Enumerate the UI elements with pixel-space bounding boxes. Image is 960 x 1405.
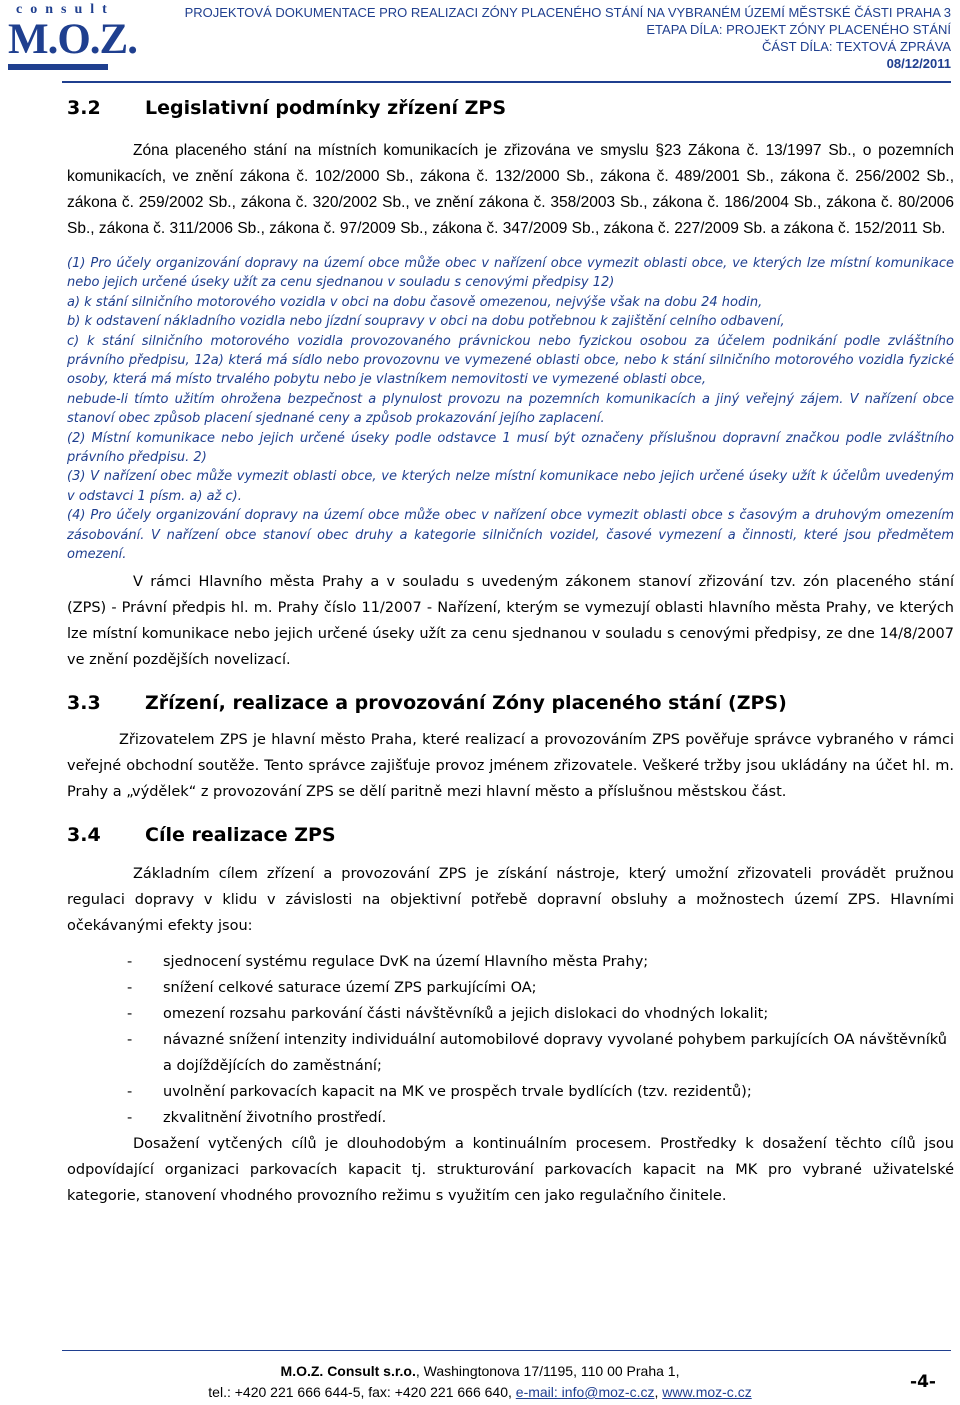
- footer-web-link[interactable]: www.moz-c.cz: [662, 1384, 752, 1400]
- page-header: [0, 0, 960, 86]
- quote-paragraph: b) k odstavení nákladního vozidla nebo jízdní soupravy v obci na dobu potřebnou k zajištění celního odbavení,: [67, 314, 785, 330]
- section-title: Cíle realizace ZPS: [145, 823, 336, 846]
- section-number: 3.4: [67, 823, 101, 846]
- logo-underline: [8, 64, 108, 70]
- list-item: - omezení rozsahu parkování části návštěvníků a jejich dislokaci do vhodných lokalit;: [127, 1005, 769, 1022]
- footer-divider: [62, 1350, 951, 1351]
- section-3-4-heading: [67, 821, 954, 849]
- quote-paragraph: c) k stání silničního motorového vozidla provozovaného právnickou nebo fyzickou osobou za účelem podnikání podle zvláštního právního předpisu, 12a) která má sídlo nebo provozovnu ve vymezené oblasti obce, nebo k stání silničního motorového vozidla fyzické osoby, která má místo trvalého pobytu nebo je vlastníkem nemovitosti ve vymezené oblasti obce,: [67, 333, 954, 388]
- law-paragraph: Zóna placeného stání na místních komunikacích je zřizována ve smyslu §23 Zákona č. 13/1997 Sb., o pozemních komunikacích, ve znění zákona č. 102/2000 Sb., zákona č. 132/2000 Sb., zákona č. 489/2001 Sb., zákona č. 256/2002 Sb., zákona č. 259/2002 Sb., zákona č. 320/2002 Sb., ve znění zákona č. 358/2003 Sb., zákona č. 186/2004 Sb., zákona č. 80/2006 Sb., zákona č. 311/2006 Sb., zákona č. 97/2009 Sb., zákona č. 347/2009 Sb., zákona č. 227/2009 Sb. a zákona č. 152/2011 Sb.: [67, 142, 954, 237]
- footer-phone: tel.: +420 221 666 644-5, fax: +420 221 666 640,: [208, 1384, 516, 1400]
- header-project-title: PROJEKTOVÁ DOKUMENTACE PRO REALIZACI ZÓNY PLACENÉHO STÁNÍ NA VYBRANÉM ÚZEMÍ MĚSTSKÉ ČÁSTI PRAHA 3: [184, 5, 951, 20]
- footer-address: , Washingtonova 17/1195, 110 00 Praha 1,: [415, 1363, 680, 1379]
- logo-moz-text: M.O.Z.: [8, 16, 137, 63]
- quote-paragraph: a) k stání silničního motorového vozidla v obci na dobu časově omezenou, nejvýše však na dobu 24 hodin,: [67, 294, 763, 310]
- header-date: 08/12/2011: [886, 56, 951, 71]
- quote-paragraph: (2) Místní komunikace nebo jejich určené úseky podle odstavce 1 musí být označeny příslušnou dopravní značkou podle zvláštního právního předpisu. 2): [67, 430, 954, 466]
- page-footer: [0, 1350, 960, 1405]
- header-part: ČÁST DÍLA: TEXTOVÁ ZPRÁVA: [761, 39, 951, 54]
- list-item: - uvolnění parkovacích kapacit na MK ve prospěch trvale bydlících (tzv. rezidentů);: [127, 1083, 752, 1100]
- document-body: [67, 94, 954, 1209]
- list-item: - návazné snížení intenzity individuální automobilové dopravy vyvolané pohybem parkujících OA návštěvníků a dojíždějících do zaměstnání;: [127, 1031, 947, 1074]
- footer-address-line: [0, 1362, 960, 1380]
- header-project-info: [185, 4, 951, 72]
- list-item: - sjednocení systému regulace DvK na území Hlavního města Prahy;: [127, 953, 649, 970]
- quote-paragraph: (4) Pro účely organizování dopravy na území obce může obec v nařízení obce vymezit oblasti obce s časovým a druhovým omezením zásobování. V nařízení obce stanoví obec druhy a kategorie silničních vozidel, časové vymezení a činnosti, které jsou předmětem omezení.: [67, 508, 954, 563]
- section-title: Zřízení, realizace a provozování Zóny placeného stání (ZPS): [145, 691, 787, 714]
- prague-regulation-paragraph: V rámci Hlavního města Prahy a v souladu s uvedeným zákonem stanoví zřizování tzv. zón placeného stání (ZPS) - Právní předpis hl. m. Prahy číslo 11/2007 - Nařízení, kterým se vymezují oblasti hlavního města Prahy, ve kterých lze místní komunikace nebo jejich určené úseky užít za cenu sjednanou v souladu s cenovými předpisy, ze dne 14/8/2007 ve znění pozdějších novelizací.: [67, 573, 954, 668]
- list-item: - snížení celkové saturace území ZPS parkujícími OA;: [127, 979, 537, 996]
- list-item: - zkvalitnění životního prostředí.: [127, 1109, 387, 1126]
- section-number: 3.2: [67, 97, 101, 119]
- header-stage: ETAPA DÍLA: PROJEKT ZÓNY PLACENÉHO STÁNÍ: [646, 22, 951, 37]
- section-number: 3.3: [67, 691, 101, 714]
- footer-email-link[interactable]: e-mail: info@moz-c.cz: [515, 1384, 655, 1400]
- page-number: -4-: [910, 1372, 936, 1392]
- goals-paragraph: Základním cílem zřízení a provozování ZPS je získání nástroje, který umožní zřizovateli provádět pružnou regulaci dopravy v klidu v závislosti na objektivní potřebě dopravní obsluhy a možnostech území ZPS. Hlavními očekávanými efekty jsou:: [67, 865, 954, 934]
- establishment-paragraph: Zřizovatelem ZPS je hlavní město Praha, které realizací a provozováním ZPS pověřuje správce vybraného v rámci veřejné obchodní soutěže. Tento správce zajišťuje provoz jménem zřizovatele. Veškeré tržby jsou ukládány na účet hl. m. Prahy a „výdělek“ z provozování ZPS se dělí paritně mezi hlavní město a příslušnou městskou část.: [67, 731, 954, 800]
- footer-contact-line: tel.: +420 221 666 644-5, fax: +420 221 666 640, e-mail: info@moz-c.cz, www.moz-c.cz: [208, 1384, 752, 1400]
- company-logo: [8, 2, 137, 76]
- section-3-2-heading: [67, 94, 954, 122]
- section-title: Legislativní podmínky zřízení ZPS: [145, 97, 507, 119]
- law-quote: [67, 254, 954, 565]
- quote-paragraph: (1) Pro účely organizování dopravy na území obce může obec v nařízení obce vymezit oblasti obce, ve kterých lze místní komunikace nebo jejich určené úseky užít za cenu sjednanou v souladu s cenovými předpisy 12): [67, 256, 954, 291]
- section-3-3-heading: [67, 689, 954, 717]
- header-divider: [62, 81, 951, 83]
- quote-paragraph: nebude-li tímto užitím ohrožena bezpečnost a plynulost provozu na pozemních komunikacích a jiný veřejný zájem. V nařízení obce stanoví obec způsob placení sjednané ceny a způsob prokazování jejího zaplacení.: [67, 391, 954, 427]
- footer-company: M.O.Z. Consult s.r.o.: [280, 1363, 416, 1379]
- quote-paragraph: (3) V nařízení obec může vymezit oblasti obce, ve kterých nelze místní komunikace nebo jejich určené úseky užít k účelům uvedeným v odstavci 1 písm. a) až c).: [67, 469, 954, 504]
- closing-paragraph: Dosažení vytčených cílů je dlouhodobým a kontinuálním procesem. Prostředky k dosažení těchto cílů jsou odpovídající organizaci parkovacích kapacit tj. strukturování parkovacích kapacit na MK pro vybrané uživatelské kategorie, stanovení vhodného provozního režimu s využitím cen jako regulačního činitele.: [67, 1135, 954, 1204]
- logo-consult-text: consult: [16, 2, 115, 17]
- goals-list: [67, 949, 954, 1131]
